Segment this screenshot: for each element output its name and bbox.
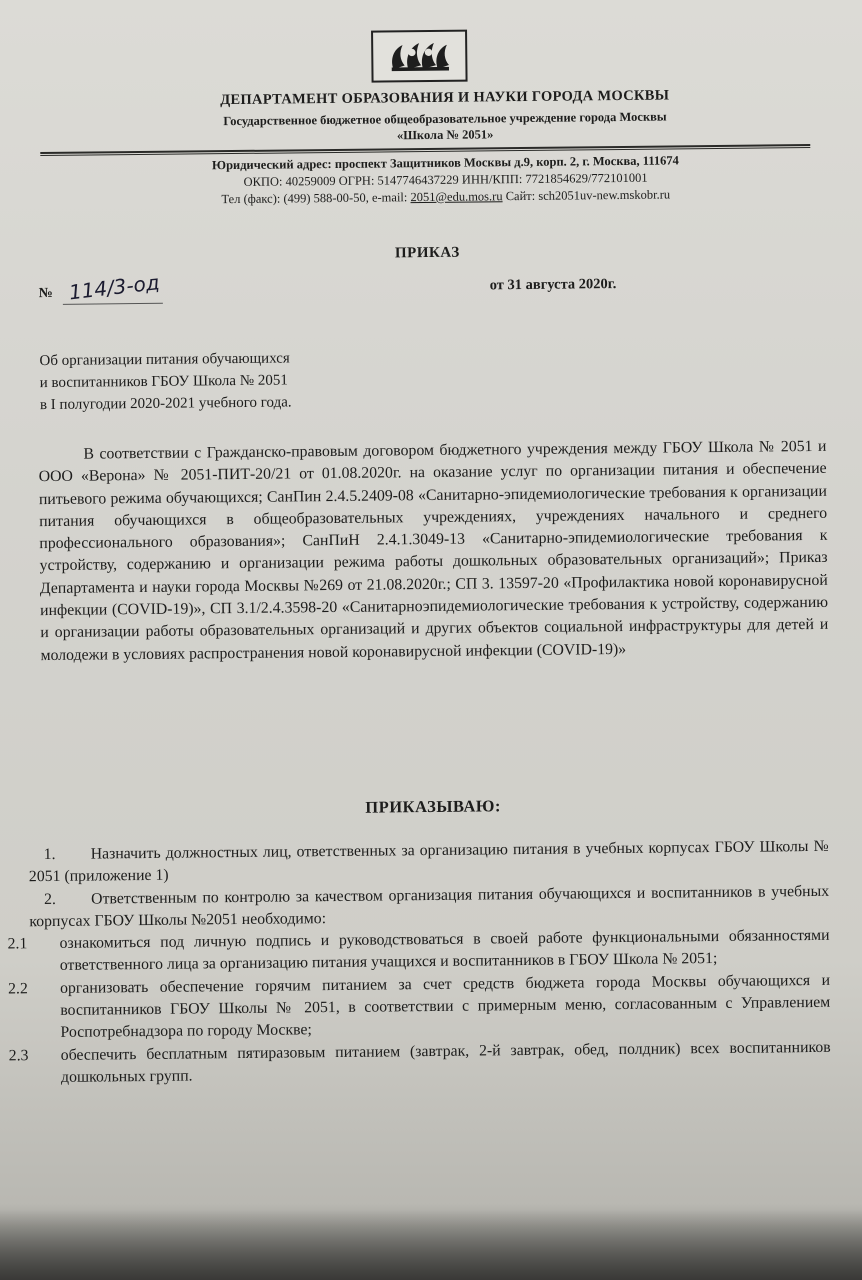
preamble-paragraph: В соответствии с Гражданско-правовым договором бюджетного учреждения между ГБОУ Школа № 2051 и ООО «Верона» № 2051-ПИТ-20/21 от 01.08.2020г. на оказание услуг по организации питания и обеспечение питьевого режима обучающихся; СанПин 2.4.5.2409-08 «Санитарно-эпидемиологические требования к организации питания обучающихся в общеобразовательных учреждениях, учреждениях начального и среднего профессионального образования»; СанПиН 2.4.1.3049-13 «Санитарно-эпидемиологические требования к устройству, содержанию и организации режима работы дошкольных образовательных организаций»; Приказ Департамента и науки города Москвы №269 от 21.08.2020г.; СП 3. 13597-20 «Профилактика новой коронавирусной инфекции (COVID-19)», СП 3.1/2.4.3598-20 «Санитарноэпидемиологические требования к устройству, содержанию и организации работы образовательных организаций и других объектов социальной инфраструктуры для детей и молодежи в условиях распространения новой коронавирусной инфекции (COVID-19)» bbox=[38, 437, 829, 664]
order-subitem bbox=[8, 1037, 831, 1090]
website-text: Сайт: sch2051uv-new.mskobr.ru bbox=[505, 187, 671, 204]
item-text: Ответственным по контролю за качеством организация питания обучающихся и воспитанников в учебных корпусах ГБОУ Школы №2051 необходимо: bbox=[29, 882, 830, 931]
subitem-number: 2.3 bbox=[8, 1046, 29, 1065]
registration-codes: ОКПО: 40259009 ОГРН: 5147746437229 ИНН/КПП: 7721854629/772101001 bbox=[243, 170, 648, 189]
order-number-handwritten: 114/3-од bbox=[67, 270, 161, 305]
phone-text: Тел (факс): (499) 588-00-50, e-mail: bbox=[221, 190, 411, 207]
subitem-text: ознакомиться под личную подпись и руководствоваться в своей работе функциональными обязанностями ответственного лица за организацию питания учащихся и воспитанников в ГБОУ Школа № 2051; bbox=[59, 927, 830, 975]
order-number-underline bbox=[63, 303, 163, 305]
subitem-number: 2.2 bbox=[7, 980, 28, 998]
department-name: ДЕПАРТАМЕНТ ОБРАЗОВАНИЯ И НАУКИ ГОРОДА МОСКВЫ bbox=[220, 87, 670, 109]
order-items bbox=[7, 836, 832, 1090]
page-bottom-shadow bbox=[0, 1210, 862, 1280]
email-link[interactable]: 2051@edu.mos.ru bbox=[410, 189, 503, 205]
legal-address: Юридический адрес: проспект Защитников Москвы д.9, корп. 2, г. Москва, 111674 bbox=[211, 153, 679, 173]
institution-name: Государственное бюджетное общеобразовательное учреждение города Москвы bbox=[223, 109, 667, 129]
subitem-text: обеспечить бесплатным пятиразовым питанием (завтрак, 2-й завтрак, обед, полдник) всех воспитанников дошкольных групп. bbox=[60, 1038, 831, 1086]
order-date: от 31 августа 2020г. bbox=[489, 276, 617, 294]
directive-heading: ПРИКАЗЫВАЮ: bbox=[365, 796, 502, 817]
item-number: 2. bbox=[44, 890, 57, 908]
subitem-number: 2.1 bbox=[7, 935, 28, 953]
subitem-text: организовать обеспечение горячим питанием за счет средств бюджета города Москвы обучающихся и воспитанников ГБОУ Школы № 2051, в соответствии с примерным меню, согласованным с Управлением Роспотребнадзора по городу Москве; bbox=[59, 971, 831, 1042]
department-emblem-icon bbox=[371, 30, 468, 83]
subject-line: и воспитанников ГБОУ Школа № 2051 bbox=[39, 372, 288, 392]
order-subitem bbox=[7, 970, 831, 1045]
order-title: ПРИКАЗ bbox=[394, 244, 460, 262]
order-subject bbox=[39, 346, 460, 416]
order-subitems bbox=[7, 925, 831, 1089]
preamble bbox=[38, 436, 828, 667]
order-number-label: № bbox=[38, 285, 53, 302]
subject-line: Об организации питания обучающихся bbox=[39, 350, 290, 370]
item-number: 1. bbox=[43, 845, 56, 864]
subject-line: в I полугодии 2020-2021 учебного года. bbox=[39, 394, 292, 414]
item-text: Назначить должностных лиц, ответственных за организацию питания в учебных корпусах ГБОУ Школы № 2051 (приложение 1) bbox=[28, 837, 829, 886]
school-name: «Школа № 2051» bbox=[396, 127, 494, 143]
